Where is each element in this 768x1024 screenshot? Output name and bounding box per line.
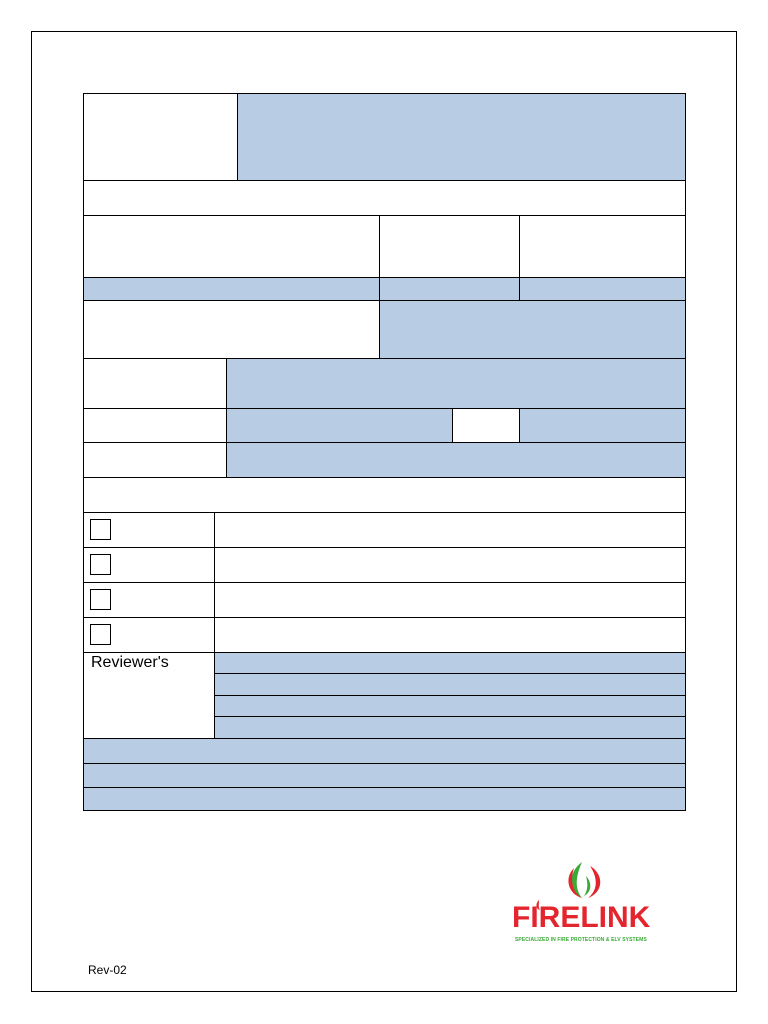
firelink-logo	[512, 858, 662, 950]
revision-label: Rev-02	[88, 963, 127, 977]
info-row-cell-1[interactable]	[84, 277, 380, 300]
checkbox-4[interactable]	[90, 624, 111, 645]
reviewer-line-4[interactable]	[215, 716, 685, 738]
reviewer-line-3[interactable]	[215, 695, 685, 716]
logo-letter-i: I	[530, 901, 539, 934]
field-value-cell-3b[interactable]	[520, 408, 685, 442]
bottom-row-2[interactable]	[84, 763, 685, 787]
logo-text-rest: RELINK	[538, 901, 651, 934]
field-value-cell-1[interactable]	[380, 300, 685, 358]
logo-tagline: SPECIALIZED IN FIRE PROTECTION & ELV SYSTEMS	[515, 937, 647, 943]
header-title-cell[interactable]	[238, 94, 685, 180]
field-value-cell-4[interactable]	[227, 442, 685, 477]
reviewer-line-2[interactable]	[215, 673, 685, 695]
reviewer-line-1[interactable]	[215, 652, 685, 673]
field-value-cell-3a[interactable]	[227, 408, 453, 442]
bottom-row-3[interactable]	[84, 787, 685, 811]
logo-letter-f: F	[512, 901, 531, 934]
checkbox-1[interactable]	[90, 519, 111, 540]
reviewer-label: Reviewer's	[91, 654, 169, 671]
checkbox-2[interactable]	[90, 554, 111, 575]
info-row-cell-2[interactable]	[380, 277, 520, 300]
bottom-row-1[interactable]	[84, 738, 685, 763]
info-row-cell-3[interactable]	[520, 277, 685, 300]
checkbox-3[interactable]	[90, 589, 111, 610]
field-value-cell-2[interactable]	[227, 358, 685, 408]
